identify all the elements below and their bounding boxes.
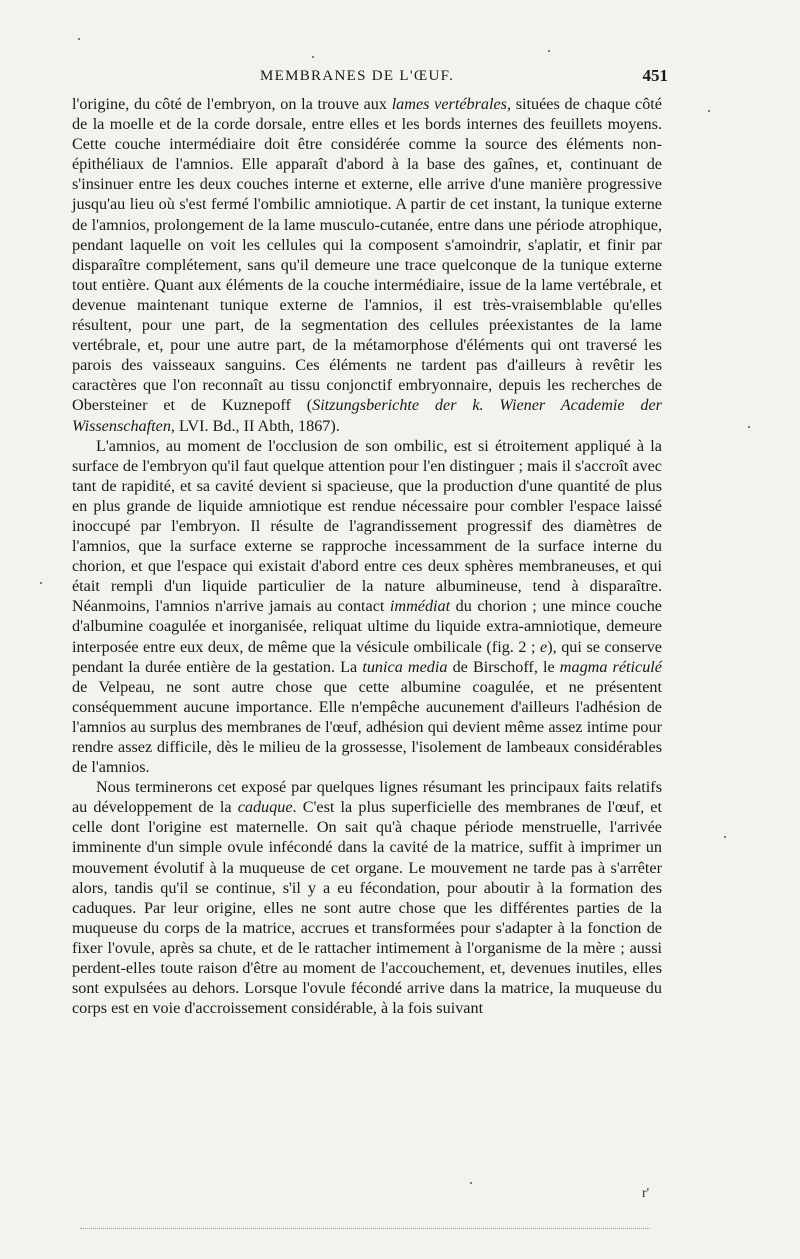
text-span: Nous terminerons cet exposé par quelques lignes résumant les principaux faits relatifs au développement de la [72,778,662,817]
footer-bleed-line [80,1228,650,1229]
print-speck [470,1182,472,1184]
italic-span: Sitzungsberichte der k. Wiener Academie der Wissenschaften [72,396,662,435]
page-header [72,68,668,92]
italic-span: e [540,637,548,656]
text-span: L'amnios, au moment de l'occlusion de son ombilic, est si étroitement appliqué à la surface de l'embryon qu'il faut quelque attention pour l'en distinguer ; mais il s'accroît avec tant de rapidité, et sa cavité devient si spacieuse, que la production d'une quantité de plus en plus grande de liquide amniotique est rendue nécessaire pour combler l'espace laissé inoccupé par l'embryon. Il résulte de l'agrandissement progressif des diamètres de l'amnios, que la surface externe se rapproche incessamment de la surface interne du chorion, et que l'espace qui existait d'abord entre ces deux sphères membraneuses, et qui était rempli d'un liquide particulier de la nature albumineuse, tend à disparaître. Néanmoins, l'amnios n'arrive jamais au contact [72,436,662,616]
paragraph-1 [72,94,662,436]
italic-span: tunica media [362,657,448,676]
text-span: . C'est la plus superficielle des membranes de l'œuf, et celle dont l'origine est maternelle. On sait qu'à chaque période menstruelle, l'arrivée imminente d'un simple ovule infécondé dans la cavité de la matrice, suffit à imprimer un mouvement évolutif à la muqueuse de cet organe. Le mouvement ne tarde pas à s'arrêter alors, tandis qu'il se continue, s'il y a eu fécondation, pour aboutir à la formation des caduques. Par leur origine, elles ne sont autre chose que les différentes parties de la muqueuse du corps de la matrice, accrues et transformées pour s'adapter à la fonction de fixer l'ovule, après sa chute, et de le rattacher intimement à l'organisme de la mère ; aussi perdent-elles toute raison d'être au moment de l'accouchement, et, devenues inutiles, elles sont expulsées au dehors. Lorsque l'ovule fécondé arrive dans la matrice, la muqueuse du corps est en voie d'accroissement considérable, à la fois suivant [72,798,662,1018]
print-speck [708,110,710,112]
body-text [72,94,662,1018]
text-span: du chorion ; une mince couche d'albumine coagulée et inorganisée, reliquat ultime du liquide extra-amniotique, demeure interposée entre eux deux, de même que la vésicule ombilicale (fig. 2 ; [72,597,662,656]
print-speck [78,38,80,40]
running-head: MEMBRANES DE L'ŒUF. [260,68,455,84]
print-speck [748,426,750,428]
bottom-mark: r' [642,1186,650,1201]
text-span: ), qui se conserve pendant la durée entière de la gestation. La [72,637,662,676]
paragraph-2 [72,436,662,778]
italic-span: caduque [237,798,293,817]
italic-span: magma réticulé [559,657,662,676]
text-span: , situées de chaque côté de la moelle et de la corde dorsale, entre elles et les bords internes des feuillets moyens. Cette couche intermédiaire doit être considérée comme la source des éléments non-épithéliaux de l'amnios. Elle apparaît d'abord à la base des gaînes, et, continuant de s'insinuer entre les deux couches interne et externe, elle arrive d'une manière progressive jusqu'au lieu où s'est fermé l'ombilic amniotique. A partir de cet instant, la tunique externe de l'amnios, prolongement de la lame musculo-cutanée, entre dans une période atrophique, pendant laquelle on voit les cellules qui la composent s'amoindrir, s'aplatir, et finir par disparaître complétement, sans qu'il demeure une trace quelconque de la tunique externe tout entière. Quant aux éléments de la couche intermédiaire, issue de la lame vertébrale, et devenue maintenant tunique externe de l'amnios, il est très-vraisemblable qu'elles résultent, pour une part, de la segmentation des cellules préexistantes de la lame vertébrale, et, pour une autre part, de la métamorphose d'éléments qui ont traversé les parois des vaisseaux sanguins. Ces éléments ne tardent pas d'ailleurs à revêtir les caractères que l'on reconnaît au tissu conjonctif embryonnaire, depuis les recherches de Obersteiner et de Kuznероff ( [72,95,662,415]
text-span: l'origine, du côté de l'embryon, on la trouve aux [72,95,392,113]
text-span: de Velpeau, ne sont autre chose que cette albumine coagulée, et ne présentent conséquemment aucune importance. Elle n'empêche aucunement d'ailleurs l'adhésion de l'amnios au surplus des membranes de l'œuf, adhésion qui devient même assez intime pour rendre assez difficile, dès le milieu de la grossesse, l'isolement de lambeaux considérables de l'amnios. [72,677,662,777]
print-speck [724,836,726,838]
paragraph-3 [72,777,662,1018]
print-speck [548,50,550,52]
italic-span: immédiat [389,597,451,616]
text-span: , LVI. Bd., II Abth, 1867). [170,416,340,435]
print-speck [312,56,314,58]
print-speck [40,582,42,584]
text-span: de Birschoff, le [447,657,560,676]
page-number: 451 [642,66,668,85]
italic-span: lames vertébrales [391,95,507,113]
